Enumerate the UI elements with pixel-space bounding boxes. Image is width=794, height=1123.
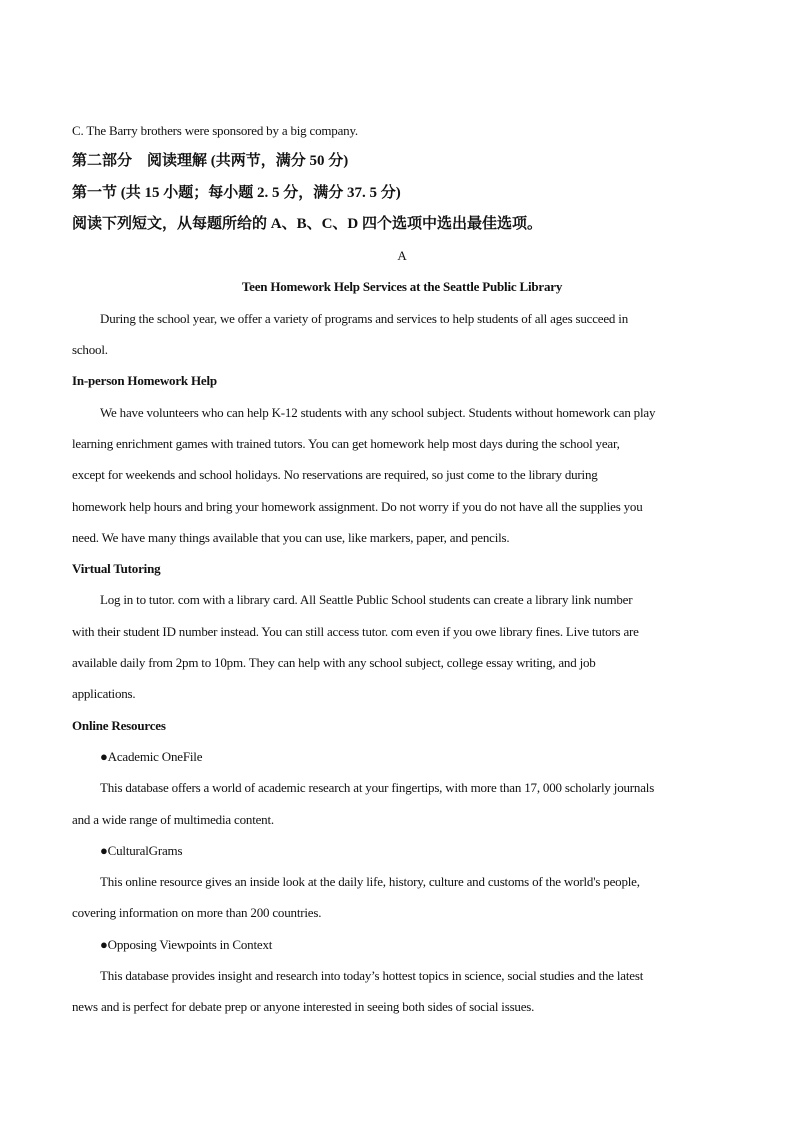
resource-name: ●Academic OneFile: [100, 748, 203, 764]
paragraph-line: homework help hours and bring your homework assignment. Do not worry if you do not have all the supplies you: [72, 498, 643, 514]
paragraph-line: need. We have many things available that you can use, like markers, paper, and pencils.: [72, 529, 510, 545]
resource-name: ●Opposing Viewpoints in Context: [100, 936, 273, 952]
paragraph-line: learning enrichment games with trained tutors. You can get homework help most days during the school year,: [72, 435, 620, 451]
paragraph-line: available daily from 2pm to 10pm. They can help with any school subject, college essay writing, and job: [72, 655, 596, 671]
online-heading: Online Resources: [72, 717, 166, 733]
paragraph-line: This database provides insight and research into today’s hottest topics in science, social studies and the latest: [100, 968, 644, 984]
instruction: 阅读下列短文，从每题所给的 A、B、C、D 四个选项中选出最佳选项。: [72, 215, 543, 232]
virtual-heading: Virtual Tutoring: [72, 561, 161, 577]
intro-line: school.: [72, 342, 108, 358]
resource-name: ●CulturalGrams: [100, 842, 183, 858]
paragraph-line: We have volunteers who can help K-12 students with any school subject. Students without homework can play: [100, 404, 656, 420]
paragraph-line: covering information on more than 200 countries.: [72, 905, 322, 921]
paragraph-line: Log in to tutor. com with a library card. All Seattle Public School students can create a library link number: [100, 592, 633, 608]
paragraph-line: This database offers a world of academic research at your fingertips, with more than 17, 000 scholarly journals: [100, 780, 655, 796]
document-page: [72, 115, 732, 1023]
previous-question-option: C. The Barry brothers were sponsored by a big company.: [72, 123, 358, 138]
paragraph-line: news and is perfect for debate prep or anyone interested in seeing both sides of social issues.: [72, 999, 535, 1015]
passage-title: Teen Homework Help Services at the Seattle Public Library: [241, 279, 563, 295]
paragraph-line: and a wide range of multimedia content.: [72, 811, 274, 827]
inperson-heading: In-person Homework Help: [72, 373, 217, 389]
intro-line: During the school year, we offer a variety of programs and services to help students of all ages succeed in: [100, 310, 628, 326]
passage-letter: A: [397, 248, 407, 264]
paragraph-line: with their student ID number instead. You can still access tutor. com even if you owe library fines. Live tutors are: [72, 623, 639, 639]
paragraph-line: applications.: [72, 686, 136, 702]
paragraph-line: except for weekends and school holidays. No reservations are required, so just come to the library during: [72, 467, 598, 483]
section-part-heading: 第二部分 阅读理解 (共两节，满分 50 分): [72, 153, 349, 170]
section-one-heading: 第一节 (共 15 小题；每小题 2. 5 分，满分 37. 5 分): [72, 184, 401, 201]
paragraph-line: This online resource gives an inside look at the daily life, history, culture and customs of the world's people,: [100, 874, 640, 890]
